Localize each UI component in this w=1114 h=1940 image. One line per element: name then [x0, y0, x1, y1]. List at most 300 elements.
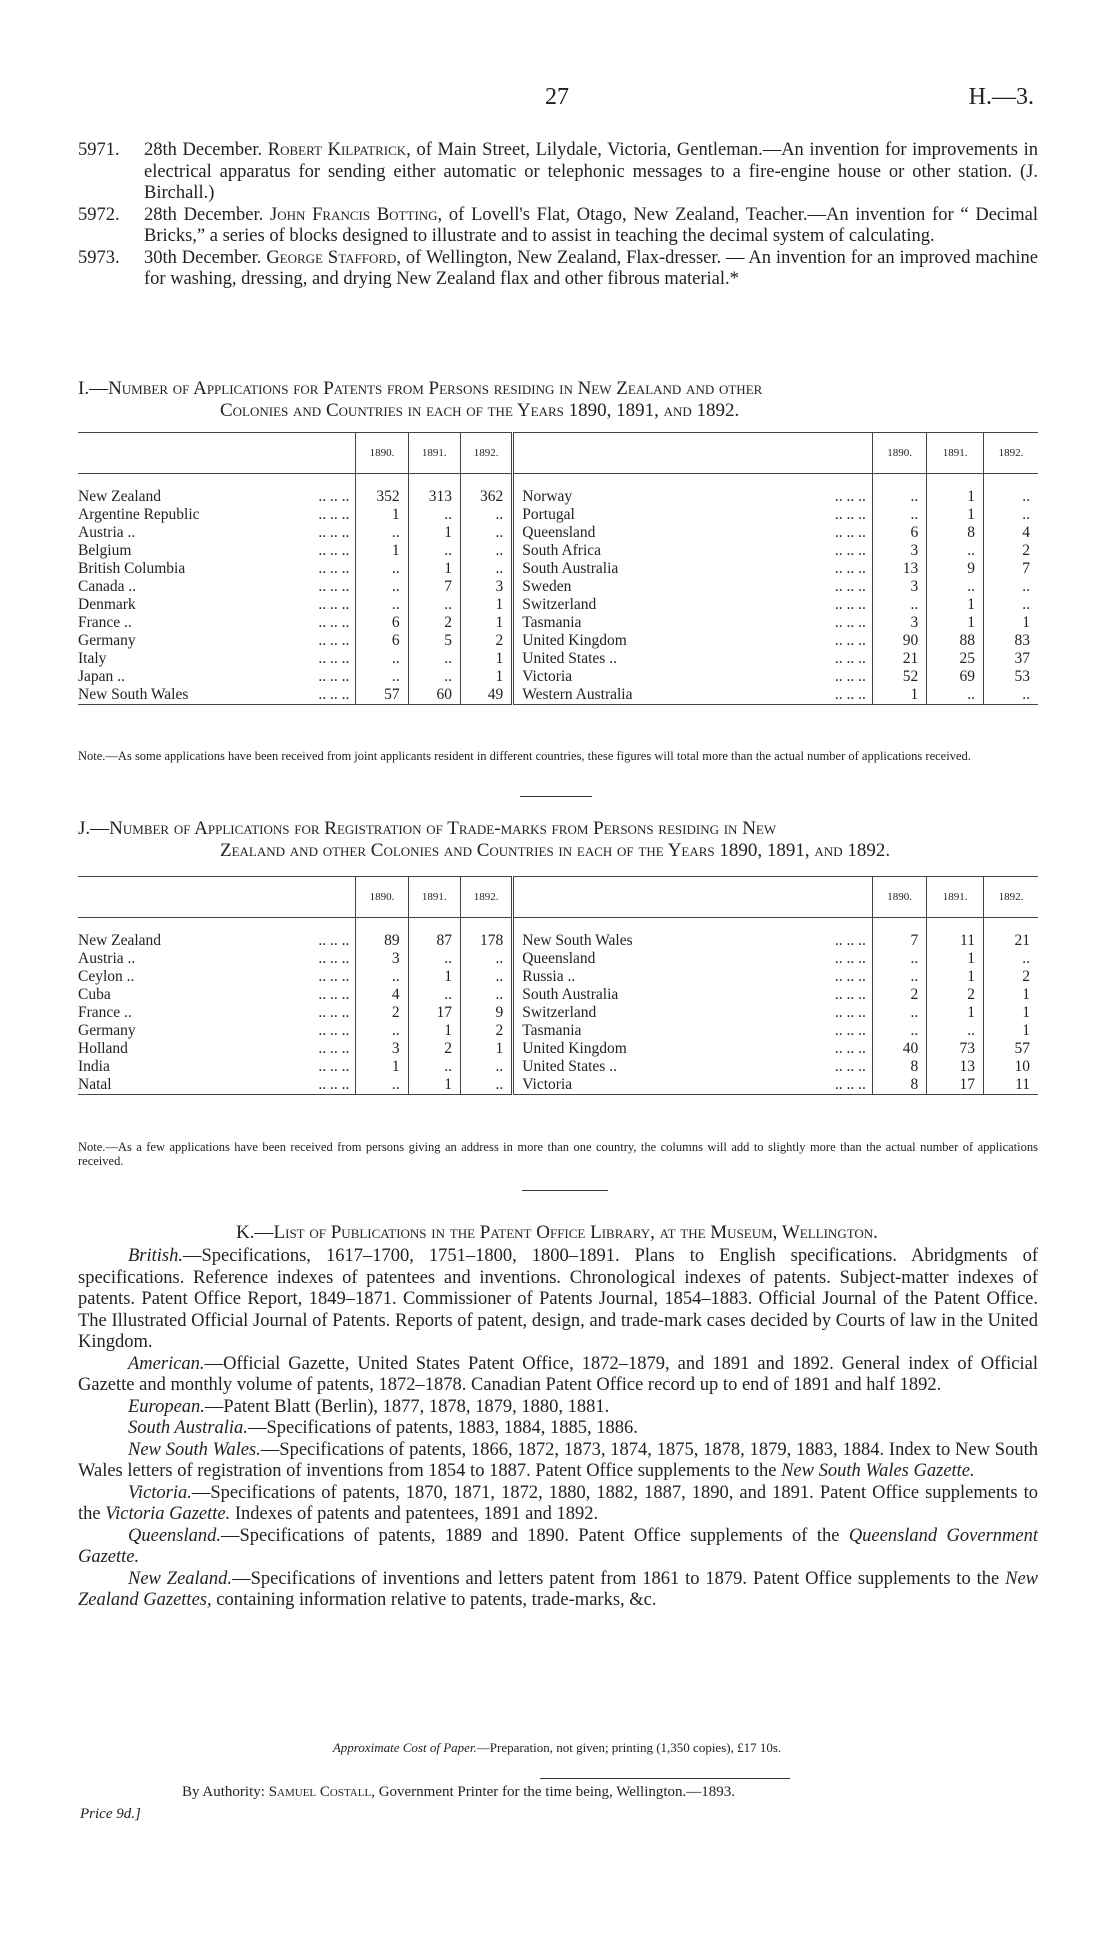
value-cell: 6 [872, 524, 926, 542]
country-name: Victoria [522, 668, 573, 685]
table-row [78, 614, 1038, 632]
country-cell: South Australia .. .. .. [513, 560, 873, 578]
spacer-cell [408, 918, 460, 933]
country-name: New South Wales [78, 686, 189, 703]
country-cell: Ceylon .. .. .. .. [78, 968, 350, 985]
publication-paragraph [78, 1440, 1038, 1483]
value-cell: 88 [927, 632, 984, 650]
spacer-cell [460, 918, 512, 933]
year-header: 1890. [872, 433, 926, 474]
year-header: 1892. [460, 433, 512, 474]
value-cell: 6 [356, 632, 408, 650]
spacer-cell [983, 918, 1038, 933]
value-cell: 17 [927, 1076, 984, 1095]
country-name: India [78, 1058, 110, 1075]
value-cell: 25 [927, 650, 984, 668]
country-cell: Germany .. .. .. [78, 1022, 350, 1039]
country-name: Switzerland [522, 1004, 597, 1021]
table-row [78, 950, 1038, 968]
value-cell: .. [927, 578, 984, 596]
country-cell: Portugal .. .. .. [513, 506, 873, 524]
country-name: Victoria [522, 1076, 573, 1093]
value-cell: 1 [408, 524, 460, 542]
table-row [78, 542, 1038, 560]
year-header: 1890. [356, 877, 408, 918]
spacer-cell [872, 918, 926, 933]
spacer-cell [927, 918, 984, 933]
country-cell: United States .. .. .. .. [513, 1058, 873, 1076]
table-row [78, 1004, 1038, 1022]
value-cell: 7 [872, 932, 926, 950]
authority-line [182, 1784, 735, 1801]
year-header: 1890. [356, 433, 408, 474]
country-cell: Russia .. .. .. .. [513, 968, 873, 986]
table-row [78, 932, 1038, 950]
country-cell: Denmark .. .. .. [78, 596, 350, 613]
value-cell: 3 [872, 578, 926, 596]
country-name: South Africa [522, 542, 602, 559]
authority-prefix: By Authority: [182, 1784, 269, 1800]
country-name: Belgium [78, 542, 132, 559]
value-cell: .. [460, 524, 512, 542]
value-cell: 13 [872, 560, 926, 578]
publication-paragraph [78, 1483, 1038, 1526]
value-cell: 1 [408, 1076, 460, 1095]
country-name: Denmark [78, 596, 136, 613]
country-cell: Japan .. .. .. .. [78, 668, 350, 685]
value-cell: 4 [983, 524, 1038, 542]
entry-number: 5973. [78, 247, 120, 268]
table-row [78, 968, 1038, 986]
value-cell: .. [983, 950, 1038, 968]
publication-label: British. [128, 1246, 183, 1266]
value-cell: 7 [408, 578, 460, 596]
value-cell: .. [983, 578, 1038, 596]
value-cell: 1 [983, 986, 1038, 1004]
entry-number: 5972. [78, 204, 120, 225]
country-cell: Victoria .. .. .. [513, 1076, 873, 1095]
value-cell: 1 [872, 686, 926, 705]
publication-label: South Australia. [128, 1418, 248, 1438]
value-cell: 69 [927, 668, 984, 686]
value-cell: 3 [872, 542, 926, 560]
value-cell: 87 [408, 932, 460, 950]
value-cell: 3 [356, 950, 408, 968]
value-cell: 57 [983, 1040, 1038, 1058]
country-cell: Tasmania .. .. .. [513, 1022, 873, 1040]
value-cell: 2 [983, 968, 1038, 986]
country-name: Tasmania [522, 1022, 582, 1039]
value-cell: 2 [927, 986, 984, 1004]
value-cell: 10 [983, 1058, 1038, 1076]
country-name: Russia .. [522, 968, 576, 985]
page-number: 27 [545, 84, 569, 110]
value-cell: 49 [460, 686, 512, 705]
value-cell: 21 [983, 932, 1038, 950]
year-header: 1891. [408, 877, 460, 918]
patent-entries [78, 140, 1038, 291]
year-header: 1891. [927, 877, 984, 918]
country-name: Germany [78, 1022, 136, 1039]
cost-label: Approximate Cost of Paper. [332, 1740, 477, 1755]
table-row [78, 1058, 1038, 1076]
publication-label: Victoria. [128, 1482, 192, 1503]
value-cell: 1 [460, 668, 512, 686]
table-i [78, 432, 1038, 705]
entry-text: , of Main Street, Lilydale, Victoria, Gentleman.—An invention for improvements in electrical apparatus for sending either automatic or telephonic messages to a fire-engine house or other station. (J. Birchall.) [144, 140, 1039, 203]
value-cell: 73 [927, 1040, 984, 1058]
value-cell: .. [356, 596, 408, 614]
country-name: France .. [78, 614, 132, 631]
publication-text: —Official Gazette, United States Patent Office, 1872–1879, and 1891 and 1892. General index of Official Gazette and monthly volume of patents, 1872–1878. Canadian Patent Office record up to end of 1891 and half 1892. [78, 1353, 1038, 1395]
country-name: Ceylon .. [78, 968, 135, 985]
value-cell: 40 [872, 1040, 926, 1058]
spacer-cell [872, 474, 926, 489]
cost-text: —Preparation, not given; printing (1,350 copies), £17 10s. [476, 1740, 782, 1755]
section-divider [520, 796, 592, 797]
value-cell: .. [460, 950, 512, 968]
value-cell: .. [408, 1058, 460, 1076]
value-cell: 2 [460, 1022, 512, 1040]
table-row [78, 650, 1038, 668]
value-cell: .. [460, 506, 512, 524]
value-cell: .. [460, 1076, 512, 1095]
value-cell: 4 [356, 986, 408, 1004]
value-cell: .. [408, 506, 460, 524]
country-cell: British Columbia .. .. .. [78, 560, 350, 577]
value-cell: .. [927, 542, 984, 560]
country-cell: Argentine Republic .. .. .. [78, 506, 350, 523]
year-header: 1892. [983, 877, 1038, 918]
value-cell: 178 [460, 932, 512, 950]
spacer-row [78, 474, 1038, 489]
table-i-title [78, 378, 1038, 422]
value-cell: .. [872, 1004, 926, 1022]
value-cell: 3 [356, 1040, 408, 1058]
table-row [78, 686, 1038, 705]
publication-text: —Specifications of patents, 1883, 1884, 1885, 1886. [247, 1418, 638, 1438]
publication-paragraph [78, 1354, 1038, 1397]
table-row [78, 596, 1038, 614]
value-cell: 11 [983, 1076, 1038, 1095]
spacer-cell [78, 474, 356, 489]
table-row [78, 986, 1038, 1004]
value-cell: .. [460, 542, 512, 560]
value-cell: 362 [460, 488, 512, 506]
publication-paragraph [78, 1418, 1038, 1440]
year-header: 1891. [927, 433, 984, 474]
entry-date: 28th December. [144, 140, 263, 160]
value-cell: 83 [983, 632, 1038, 650]
country-cell: Holland .. .. .. [78, 1040, 350, 1057]
country-name: Portugal [522, 506, 575, 523]
table-j-title-line2: Zealand and other Colonies and Countries in each of the Years 1890, 1891, and 1892. [220, 840, 891, 861]
publication-text: —Specifications of inventions and letters patent from 1861 to 1879. Patent Office supplements to the [232, 1568, 1006, 1589]
value-cell: 37 [983, 650, 1038, 668]
cost-line [0, 1740, 1114, 1756]
value-cell: 1 [927, 950, 984, 968]
country-name: Queensland [522, 950, 596, 967]
value-cell: .. [872, 488, 926, 506]
country-name: Western Australia [522, 686, 633, 703]
table-row [78, 1022, 1038, 1040]
gazette-title: Queensland Government Gazette. [78, 1525, 1038, 1567]
value-cell: .. [872, 506, 926, 524]
value-cell: 1 [983, 1004, 1038, 1022]
country-cell: Switzerland .. .. .. [513, 1004, 873, 1022]
publication-text: —Patent Blatt (Berlin), 1877, 1878, 1879, 1880, 1881. [204, 1396, 610, 1417]
authority-name: Samuel Costall [268, 1784, 372, 1800]
section-divider [522, 1190, 608, 1191]
value-cell: .. [356, 524, 408, 542]
value-cell: 17 [408, 1004, 460, 1022]
country-cell: New South Wales .. .. .. [513, 932, 873, 950]
value-cell: 1 [927, 1004, 984, 1022]
value-cell: 9 [927, 560, 984, 578]
value-cell: 7 [983, 560, 1038, 578]
table-row [78, 1040, 1038, 1058]
country-name: South Australia [522, 986, 619, 1003]
table-header-row [78, 433, 1038, 474]
table-row [78, 578, 1038, 596]
value-cell: 53 [983, 668, 1038, 686]
value-cell: 1 [408, 968, 460, 986]
country-name: South Australia [522, 560, 619, 577]
country-name: Norway [522, 488, 573, 505]
country-name: New Zealand [78, 488, 162, 505]
value-cell: 1 [356, 1058, 408, 1076]
value-cell: .. [460, 986, 512, 1004]
country-cell: Norway .. .. .. [513, 488, 873, 506]
section-k-body [78, 1246, 1038, 1612]
value-cell: 52 [872, 668, 926, 686]
country-cell: New Zealand .. .. .. [78, 488, 350, 505]
value-cell: 11 [927, 932, 984, 950]
patent-entry [78, 248, 1038, 291]
value-cell: .. [872, 596, 926, 614]
entry-number: 5971. [78, 140, 120, 160]
value-cell: .. [356, 560, 408, 578]
year-header: 1891. [408, 433, 460, 474]
country-name: Germany [78, 632, 136, 649]
country-cell: Germany .. .. .. [78, 632, 350, 649]
country-name: Tasmania [522, 614, 582, 631]
value-cell: 2 [983, 542, 1038, 560]
value-cell: 2 [872, 986, 926, 1004]
value-cell: 2 [408, 1040, 460, 1058]
country-name: United States .. [522, 650, 617, 667]
country-cell: Italy .. .. .. [78, 650, 350, 667]
publication-text: —Specifications of patents, 1889 and 1890. Patent Office supplements of the [221, 1525, 849, 1546]
value-cell: 60 [408, 686, 460, 705]
value-cell: 2 [460, 632, 512, 650]
value-cell: .. [356, 1076, 408, 1095]
value-cell: .. [460, 560, 512, 578]
year-header: 1890. [872, 877, 926, 918]
country-cell: Belgium .. .. .. [78, 542, 350, 559]
publication-label: New South Wales. [128, 1439, 261, 1460]
entry-name: Robert Kilpatrick [267, 140, 407, 160]
country-name: Switzerland [522, 596, 597, 613]
value-cell: 1 [927, 614, 984, 632]
country-name: Holland [78, 1040, 128, 1057]
value-cell: .. [356, 578, 408, 596]
value-cell: 1 [408, 1022, 460, 1040]
value-cell: 1 [983, 1022, 1038, 1040]
entry-name: John Francis Botting [270, 204, 438, 225]
country-name: United Kingdom [522, 632, 627, 649]
value-cell: 1 [927, 506, 984, 524]
country-name: France .. [78, 1004, 132, 1021]
value-cell: 5 [408, 632, 460, 650]
publication-label: Queensland. [128, 1525, 221, 1546]
value-cell: .. [983, 488, 1038, 506]
gazette-title: New South Wales Gazette. [781, 1461, 975, 1481]
value-cell: 89 [356, 932, 408, 950]
country-name: Austria .. [78, 950, 136, 967]
spacer-row [78, 918, 1038, 933]
country-cell: India .. .. .. [78, 1058, 350, 1075]
value-cell: 21 [872, 650, 926, 668]
country-name: Queensland [522, 524, 596, 541]
country-name: Natal [78, 1076, 112, 1093]
publication-text-tail: Indexes of patents and patentees, 1891 and 1892. [230, 1504, 599, 1524]
value-cell: .. [356, 968, 408, 986]
country-cell: Switzerland .. .. .. [513, 596, 873, 614]
publication-label: American. [128, 1353, 205, 1374]
publication-label: European. [128, 1396, 205, 1417]
spacer-cell [513, 474, 873, 489]
table-row [78, 1076, 1038, 1095]
value-cell: .. [408, 668, 460, 686]
value-cell: 2 [356, 1004, 408, 1022]
value-cell: 1 [356, 506, 408, 524]
value-cell: 1 [460, 650, 512, 668]
country-cell: New Zealand .. .. .. [78, 932, 350, 949]
value-cell: 1 [927, 596, 984, 614]
table-row [78, 506, 1038, 524]
country-name: United States .. [522, 1058, 617, 1075]
table-i-note: Note.—As some applications have been received from joint applicants resident in different countries, these figures will total more than the actual number of applications received. [78, 749, 971, 763]
value-cell: .. [356, 1022, 408, 1040]
value-cell: 1 [356, 542, 408, 560]
value-cell: .. [927, 1022, 984, 1040]
table-j-title-line1: J.—Number of Applications for Registration of Trade-marks from Persons residing in New [78, 818, 777, 839]
entry-date: 30th December. [144, 247, 262, 268]
spacer-cell [356, 918, 408, 933]
publication-paragraph [78, 1526, 1038, 1569]
publication-text: —Specifications of patents, 1866, 1872, 1873, 1874, 1875, 1878, 1879, 1883, 1884. Index to New South Wales letters of registration of inventions from 1854 to 1887. Patent Office supplements to the [78, 1439, 1038, 1481]
value-cell: 313 [408, 488, 460, 506]
country-name: Sweden [522, 578, 572, 595]
spacer-cell [408, 474, 460, 489]
value-cell: 1 [408, 560, 460, 578]
section-k-title: K.—List of Publications in the Patent Office Library, at the Museum, Wellington. [236, 1222, 878, 1243]
value-cell: 9 [460, 1004, 512, 1022]
country-name: Austria .. [78, 524, 136, 541]
value-cell: .. [356, 650, 408, 668]
value-cell: .. [356, 668, 408, 686]
value-cell: 3 [460, 578, 512, 596]
value-cell: 1 [983, 614, 1038, 632]
value-cell: 6 [356, 614, 408, 632]
publication-label: New Zealand. [128, 1568, 233, 1589]
value-cell: .. [927, 686, 984, 705]
value-cell: 1 [460, 1040, 512, 1058]
country-name: British Columbia [78, 560, 186, 577]
entry-text: , of Lovell's Flat, Otago, New Zealand, Teacher.—An invention for “ Decimal Bricks,” a series of blocks designed to illustrate and to assist in teaching the decimal system of calculating. [144, 204, 1038, 246]
country-cell: South Australia .. .. .. [513, 986, 873, 1004]
table-row [78, 524, 1038, 542]
value-cell: 90 [872, 632, 926, 650]
table-row [78, 632, 1038, 650]
value-cell: .. [460, 968, 512, 986]
price: Price 9d.] [80, 1806, 141, 1822]
country-cell: South Africa .. .. .. [513, 542, 873, 560]
country-cell: France .. .. .. .. [78, 614, 350, 631]
country-name: New Zealand [78, 932, 162, 949]
publication-paragraph [78, 1397, 1038, 1419]
table-i-title-line2: Colonies and Countries in each of the Years 1890, 1891, and 1892. [220, 400, 740, 421]
header-blank [78, 433, 356, 474]
entry-name: George Stafford [266, 247, 397, 268]
country-cell: Tasmania .. .. .. [513, 614, 873, 632]
country-cell: New South Wales .. .. .. [78, 686, 356, 705]
country-cell: Victoria .. .. .. [513, 668, 873, 686]
country-cell: Austria .. .. .. .. [78, 950, 350, 967]
entry-text: , of Wellington, New Zealand, Flax-dresser. — An invention for an improved machine for washing, dressing, and drying New Zealand flax and other fibrous material.* [144, 247, 1039, 289]
country-cell: United Kingdom .. .. .. [513, 1040, 873, 1058]
footer-rule [540, 1778, 790, 1779]
table-j-title [78, 818, 1038, 862]
value-cell: 13 [927, 1058, 984, 1076]
value-cell: 352 [356, 488, 408, 506]
header-blank [78, 877, 356, 918]
spacer-cell [356, 474, 408, 489]
country-name: New South Wales [522, 932, 633, 949]
value-cell: .. [408, 542, 460, 560]
value-cell: 2 [408, 614, 460, 632]
country-name: Argentine Republic [78, 506, 200, 523]
patent-entry [78, 205, 1038, 248]
value-cell: .. [408, 986, 460, 1004]
value-cell: .. [983, 596, 1038, 614]
spacer-cell [927, 474, 984, 489]
table-i-title-line1: I.—Number of Applications for Patents from Persons residing in New Zealand and other [78, 378, 763, 399]
patent-entry [78, 140, 1038, 205]
table-j-note: Note.—As a few applications have been received from persons giving an address in more than one country, the columns will add to slightly more than the actual number of applications received. [78, 1140, 1038, 1168]
country-name: Japan .. [78, 668, 125, 685]
value-cell: .. [983, 506, 1038, 524]
publication-paragraph [78, 1246, 1038, 1354]
spacer-cell [78, 918, 356, 933]
country-name: Italy [78, 650, 107, 667]
value-cell: .. [408, 650, 460, 668]
value-cell: 8 [872, 1076, 926, 1095]
country-cell: Natal .. .. .. [78, 1076, 356, 1095]
value-cell: 1 [927, 488, 984, 506]
value-cell: .. [983, 686, 1038, 705]
country-name: Cuba [78, 986, 111, 1003]
country-cell: Queensland .. .. .. [513, 524, 873, 542]
value-cell: .. [872, 950, 926, 968]
spacer-cell [513, 918, 873, 933]
table-row [78, 668, 1038, 686]
country-cell: Cuba .. .. .. [78, 986, 350, 1003]
value-cell: .. [872, 968, 926, 986]
value-cell: 3 [872, 614, 926, 632]
value-cell: .. [872, 1022, 926, 1040]
